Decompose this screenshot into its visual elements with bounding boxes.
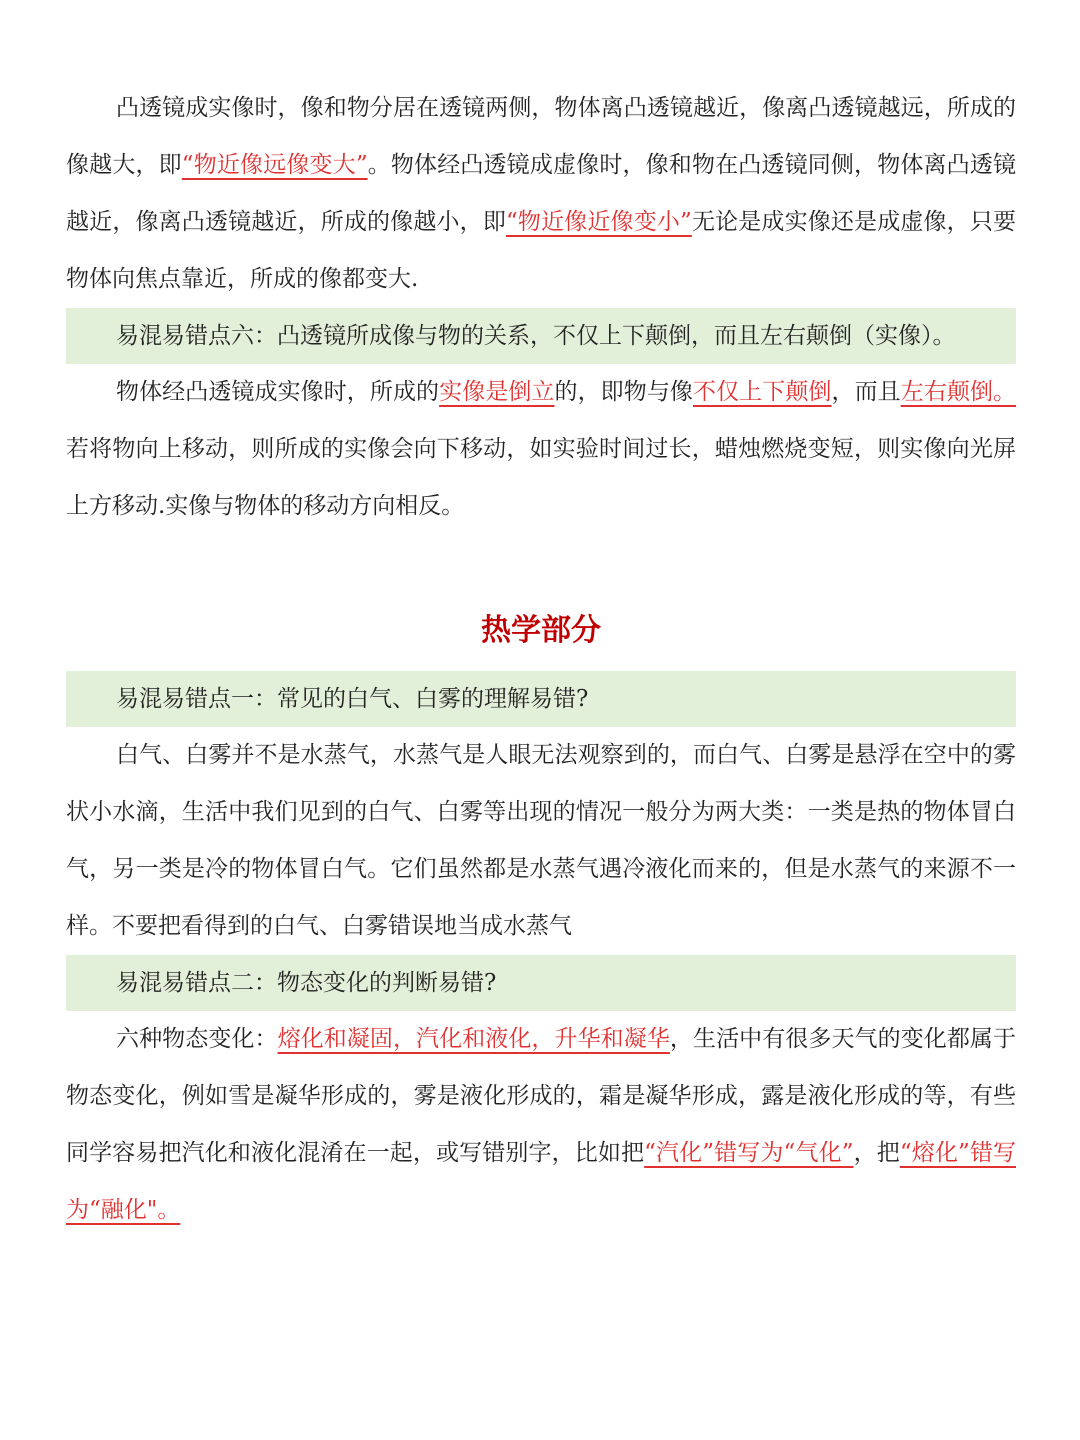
text-segment: 物体经凸透镜成实像时，所成的 (116, 379, 440, 405)
text-segment: ，把 (853, 1140, 900, 1166)
text-segment: 的，即物与像 (554, 379, 693, 405)
highlight-upside-down: 不仅上下颠倒 (693, 379, 832, 405)
text-segment: 无论是成实像还是成虚像，只要物体向焦点靠近，所成的像都变大. (66, 209, 1016, 292)
highlight-six-changes: 熔化和凝固，汽化和液化，升华和凝华 (277, 1026, 670, 1052)
point-two-heading: 易混易错点二：物态变化的判断易错? (66, 955, 1016, 1011)
text-segment: 若将物向上移动，则所成的实像会向下移动，如实验时间过长，蜡烛燃烧变短，则实像向光屏上方移动.实像与物体的移动方向相反。 (66, 436, 1016, 519)
text-segment: ，生活中有很多天气的变化都属于物态变化，例如雪是凝华形成的，雾是液化形成的，霜是凝华形成，露是液化形成的等，有些同学容易把汽化和液化混淆在一起，或写错别字，比如把 (66, 1026, 1017, 1166)
optics-paragraph-image-distance (66, 80, 1016, 308)
text-segment: 。物体经凸透镜成虚像时，像和物在凸透镜同侧，物体离凸透镜越近，像离凸透镜越近，所成的像越小，即 (66, 152, 1016, 235)
highlight-vaporize-typo: “汽化”错写为“气化” (644, 1140, 854, 1166)
optics-paragraph-inverted-image (66, 364, 1016, 535)
highlight-rule-virtual-image: “物近像近像变小” (506, 209, 692, 235)
highlight-inverted: 实像是倒立 (439, 379, 555, 405)
text-segment: ，而且 (831, 379, 901, 405)
text-segment: 凸透镜成实像时，像和物分居在透镜两侧，物体离凸透镜越近，像离凸透镜越远，所成的像越大，即 (66, 95, 1016, 178)
highlight-left-right: 左右颠倒。 (900, 379, 1017, 405)
section-title: 热学部分 (481, 613, 601, 648)
document-page (66, 80, 1016, 1239)
text-segment: 六种物态变化： (116, 1026, 278, 1052)
thermal-paragraph-white-gas: 白气、白雾并不是水蒸气，水蒸气是人眼无法观察到的，而白气、白雾是悬浮在空中的雾状小水滴，生活中我们见到的白气、白雾等出现的情况一般分为两大类：一类是热的物体冒白气，另一类是冷的物体冒白气。它们虽然都是水蒸气遇冷液化而来的，但是水蒸气的来源不一样。不要把看得到的白气、白雾错误地当成水蒸气 (66, 742, 1016, 939)
spacer (66, 651, 1016, 671)
spacer (66, 535, 1016, 611)
thermal-paragraph-state-changes (66, 1011, 1016, 1239)
point-one-heading: 易混易错点一：常见的白气、白雾的理解易错? (66, 671, 1016, 727)
highlight-melt-typo: “熔化”错写为“融化"。 (66, 1140, 1016, 1223)
highlight-rule-real-image: “物近像远像变大” (181, 152, 368, 178)
point-six-heading: 易混易错点六：凸透镜所成像与物的关系，不仅上下颠倒，而且左右颠倒（实像）。 (66, 308, 1016, 364)
